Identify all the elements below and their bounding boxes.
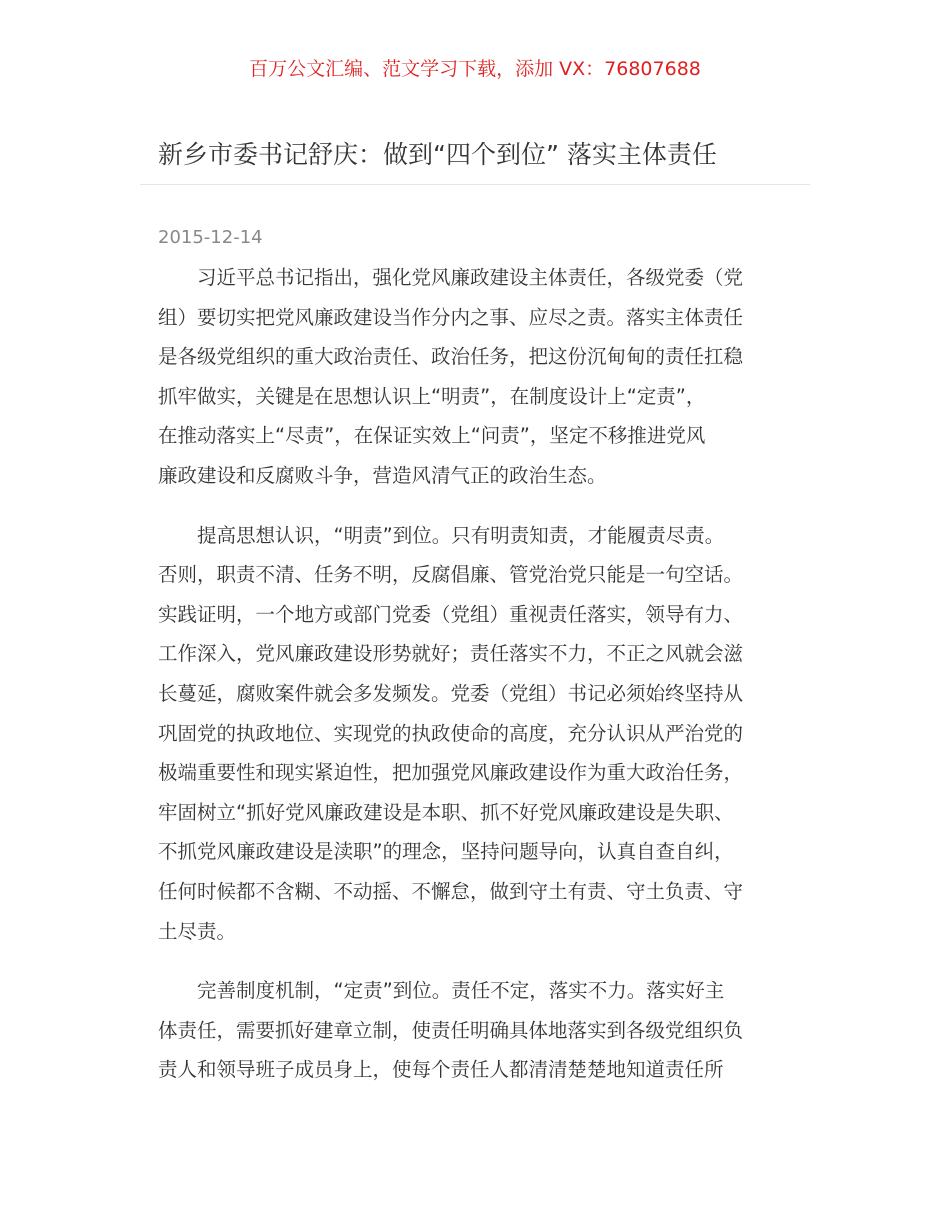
paragraph-line: 廉政建设和反腐败斗争，营造风清气正的政治生态。 bbox=[158, 463, 607, 487]
paragraph-line: 实践证明，一个地方或部门党委（党组）重视责任落实，领导有力、 bbox=[158, 602, 744, 626]
watermark-banner: 百万公文汇编、范文学习下载，添加 VX：76807688 bbox=[249, 58, 701, 80]
paragraph-line: 习近平总书记指出，强化党风廉政建设主体责任，各级党委（党 bbox=[197, 266, 744, 289]
paragraph-line: 长蔓延，腐败案件就会多发频发。党委（党组）书记必须始终坚持从 bbox=[158, 681, 744, 705]
paragraph-line: 体责任，需要抓好建章立制，使责任明确具体地落实到各级党组织负 bbox=[158, 1018, 744, 1042]
paragraph-line: 完善制度机制，“定责”到位。责任不定，落实不力。落实好主 bbox=[197, 979, 725, 1003]
article-title: 新乡市委书记舒庆：做到“四个到位” 落实主体责任 bbox=[158, 140, 717, 169]
paragraph bbox=[158, 258, 798, 496]
paragraph-line: 土尽责。 bbox=[158, 919, 237, 943]
article-date: 2015-12-14 bbox=[158, 227, 263, 248]
paragraph-line: 任何时候都不含糊、不动摇、不懈怠，做到守土有责、守土负责、守 bbox=[158, 879, 744, 903]
paragraph-line: 在推动落实上“尽责”，在保证实效上“问责”，坚定不移推进党风 bbox=[158, 424, 706, 448]
paragraph-line: 抓牢做实，关键是在思想认识上“明责”，在制度设计上“定责”， bbox=[158, 384, 706, 408]
paragraph-line: 工作深入，党风廉政建设形势就好；责任落实不力，不正之风就会滋 bbox=[158, 642, 744, 666]
article-body bbox=[158, 258, 798, 1110]
paragraph bbox=[158, 516, 798, 952]
paragraph-line: 极端重要性和现实紧迫性，把加强党风廉政建设作为重大政治任务， bbox=[158, 761, 744, 785]
paragraph-line: 不抓党风廉政建设是渎职”的理念，坚持问题导向，认真自查自纠， bbox=[158, 840, 734, 864]
paragraph-line: 提高思想认识，“明责”到位。只有明责知责，才能履责尽责。 bbox=[197, 523, 725, 547]
paragraph-line: 组）要切实把党风廉政建设当作分内之事、应尽之责。落实主体责任 bbox=[158, 305, 744, 329]
paragraph bbox=[158, 971, 798, 1090]
paragraph-line: 责人和领导班子成员身上，使每个责任人都清清楚楚地知道责任所 bbox=[158, 1058, 724, 1082]
paragraph-line: 牢固树立“抓好党风廉政建设是本职、抓不好党风廉政建设是失职、 bbox=[158, 800, 734, 824]
title-divider bbox=[140, 184, 810, 185]
paragraph-line: 是各级党组织的重大政治责任、政治任务，把这份沉甸甸的责任扛稳 bbox=[158, 345, 744, 369]
paragraph-line: 否则，职责不清、任务不明，反腐倡廉、管党治党只能是一句空话。 bbox=[158, 563, 744, 587]
paragraph-line: 巩固党的执政地位、实现党的执政使命的高度，充分认识从严治党的 bbox=[158, 721, 744, 745]
